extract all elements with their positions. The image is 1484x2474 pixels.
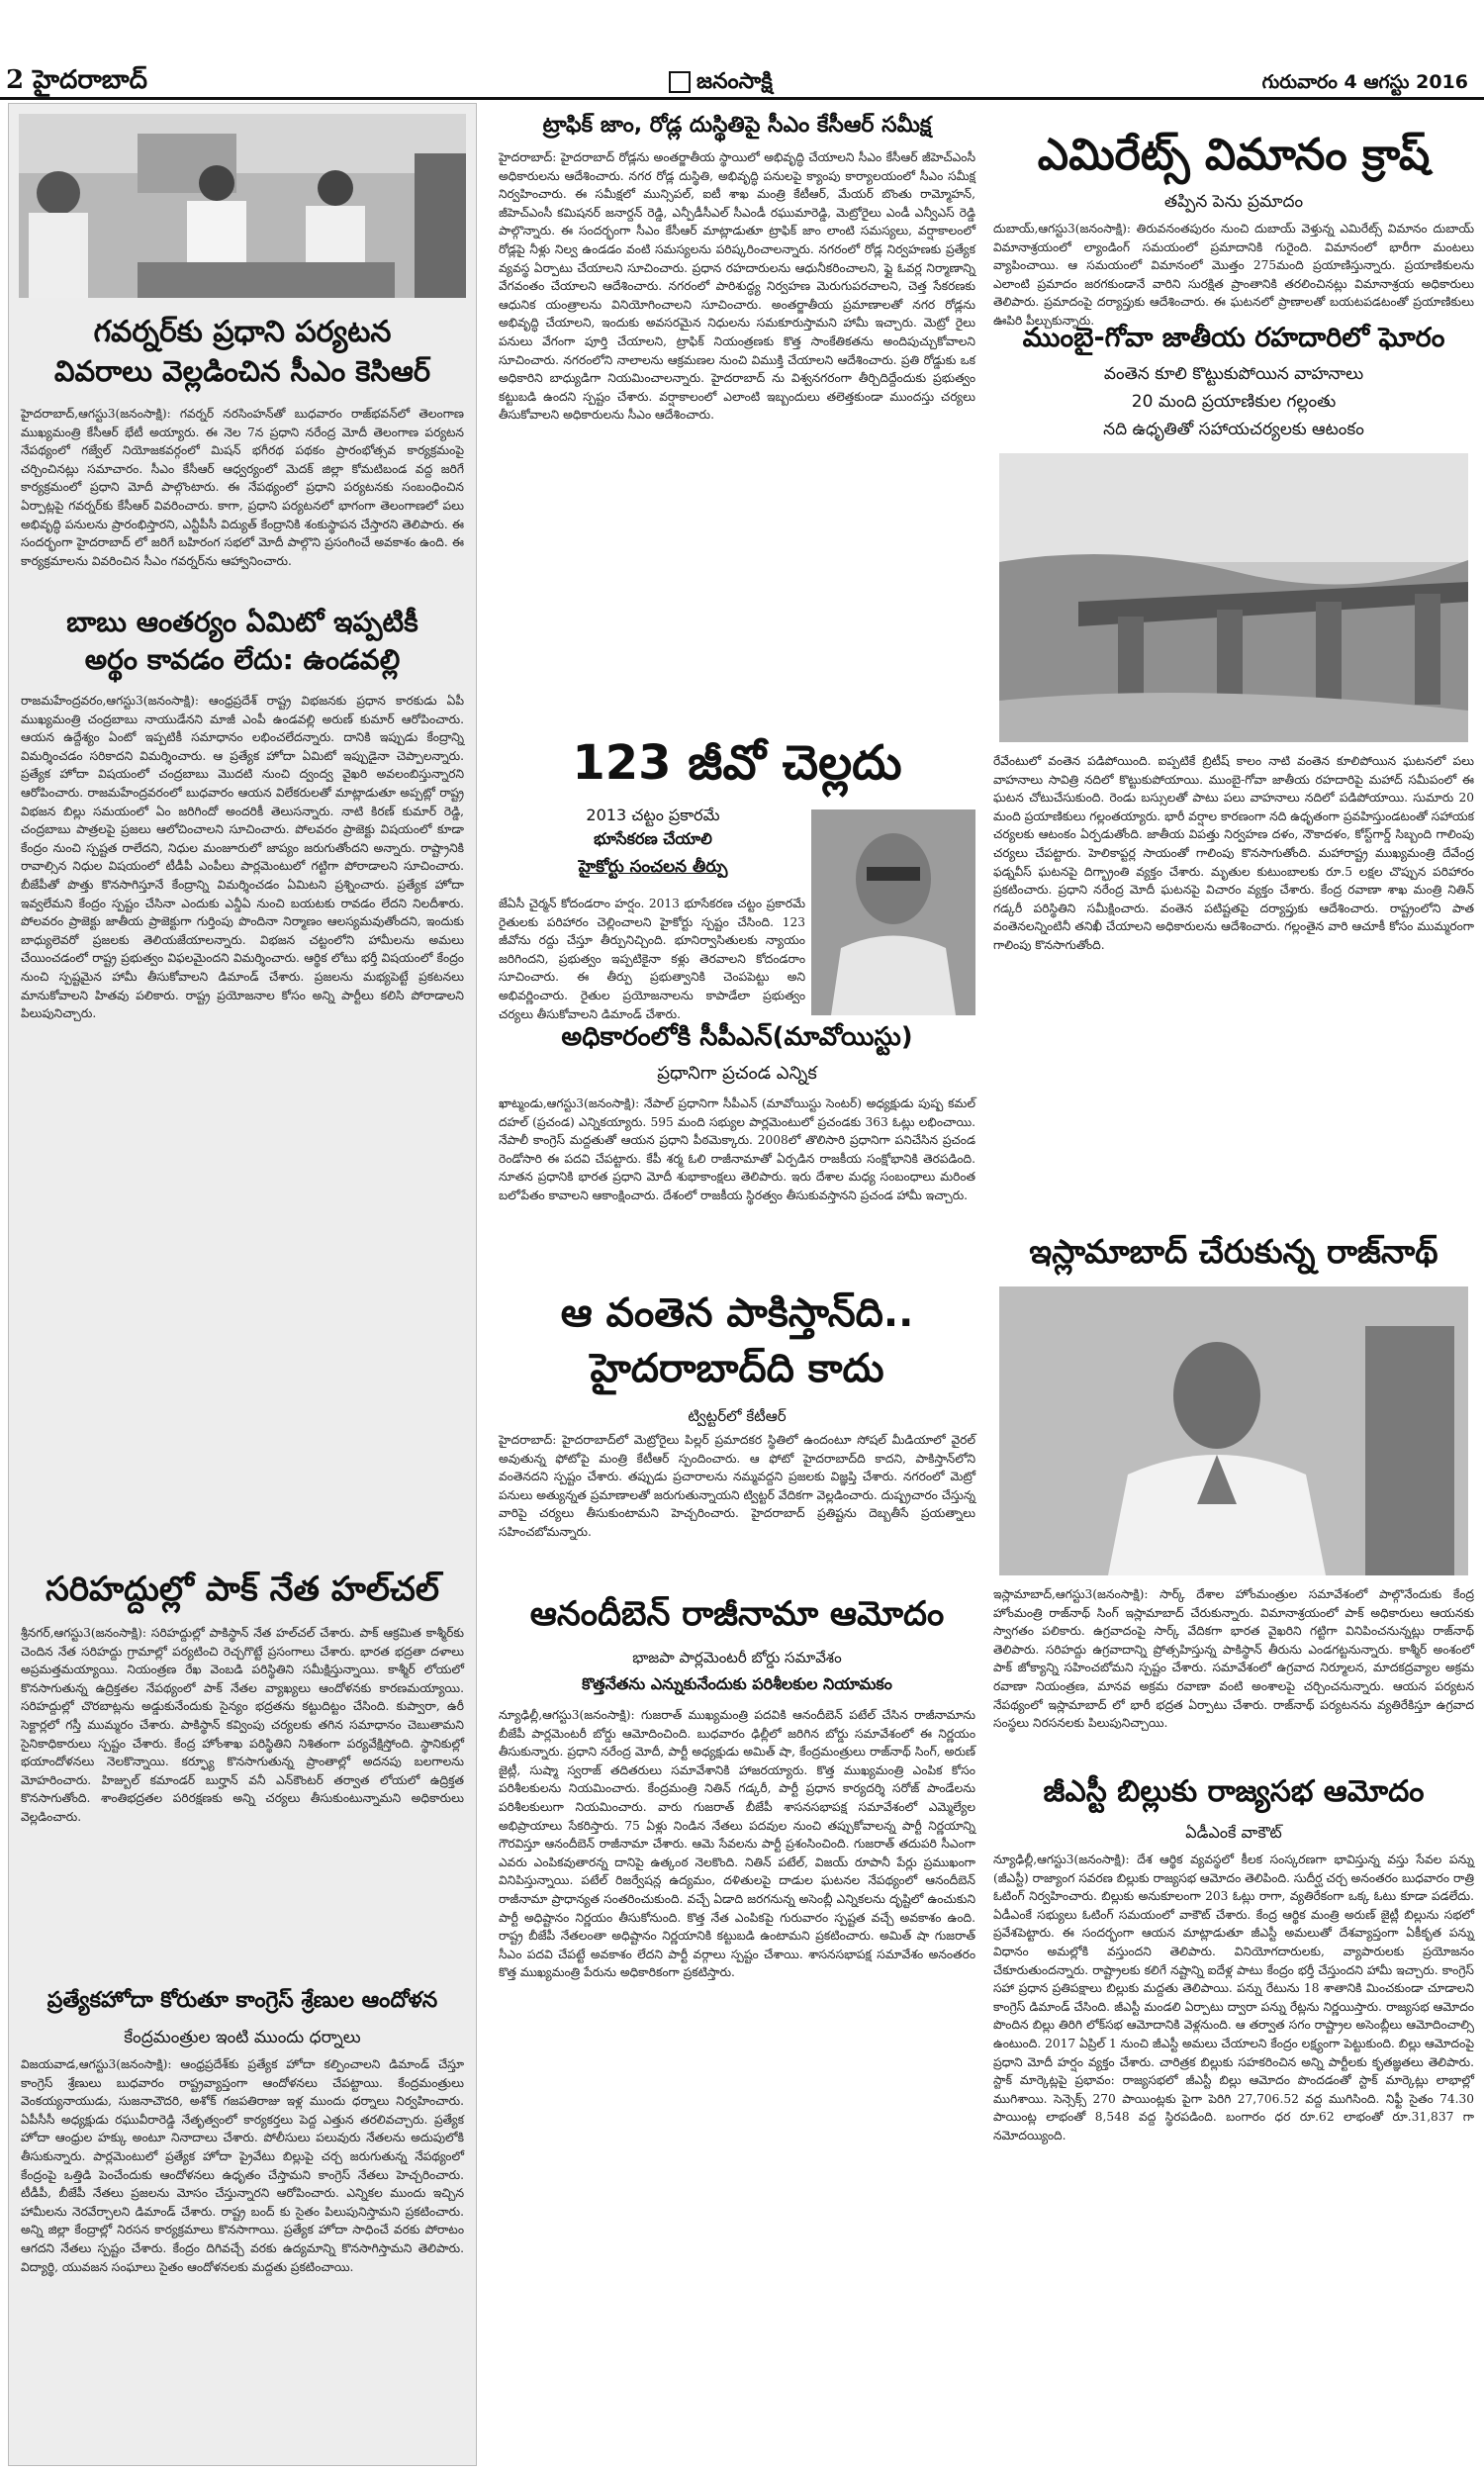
logo-icon <box>669 71 691 93</box>
kodandaram-photo <box>811 809 975 1015</box>
bridge-illustration <box>999 453 1468 742</box>
newspaper-logo <box>669 69 773 99</box>
col2-story5-body: న్యూఢిల్లీ,ఆగస్టు3(జనంసాక్షి): గుజరాత్ ముఖ్యమంత్రి పదవికి ఆనందీబెన్ పటేల్ చేసిన రాజీనామాను బీజేపీ పార్లమెంటరీ బోర్డు ఆమోదించింది. బుధవారం ఢిల్లీలో జరిగిన బోర్డు సమావేశంలో ఈ నిర్ణయం తీసుకున్నారు. ప్రధాని నరేంద్ర మోదీ, పార్టీ అధ్యక్షుడు అమిత్ షా, కేంద్రమంత్రులు రాజ్‌నాథ్ సింగ్, అరుణ్ జైట్లీ, సుష్మా స్వరాజ్ తదితరులు సమావేశానికి హాజరయ్యారు. కొత్త ముఖ్యమంత్రి ఎంపిక కోసం పరిశీలకులను నియమించారు. కేంద్రమంత్రి నితిన్ గడ్కరీ, పార్టీ ప్రధాన కార్యదర్శి సరోజ్ పాండేలను పరిశీలకులుగా నియమించారు. వారు గుజరాత్ బీజేపీ శాసనసభాపక్ష సమావేశంలో ఎమ్మెల్యేల అభిప్రాయాలు సేకరిస్తారు. 75 ఏళ్లు నిండిన నేతలు పదవుల నుంచి తప్పుకోవాలన్న పార్టీ నిర్ణయాన్ని గౌరవిస్తూ ఆనందీబెన్ రాజీనామా చేశారు. ఆమె సేవలను పార్టీ ప్రశంసించింది. గుజరాత్ తదుపరి సీఎంగా ఎవరు ఎంపికవుతారన్న దానిపై ఉత్కంఠ నెలకొంది. నితిన్ పటేల్, విజయ్ రూపానీ పేర్లు ప్రముఖంగా వినిపిస్తున్నాయి. పటేల్ రిజర్వేషన్ల ఉద్యమం, దళితులపై దాడుల ఘటనల నేపథ్యంలో ఆనందీబెన్ రాజీనామా ప్రాధాన్యత సంతరించుకుంది. వచ్చే ఏడాది జరగనున్న అసెంబ్లీ ఎన్నికలను దృష్టిలో ఉంచుకుని పార్టీ అధిష్టానం నిర్ణయం తీసుకోనుంది. కొత్త నేత ఎంపికపై గురువారం స్పష్టత వచ్చే అవకాశం ఉంది. రాష్ట్ర బీజేపీ నేతలంతా అధిష్టానం నిర్ణయానికి కట్టుబడి ఉంటామని ప్రకటించారు. అమిత్ షా గుజరాత్ సీఎం పదవి చేపట్టే అవకాశం లేదని పార్టీ వర్గాలు స్పష్టం చేశాయి. శాసనసభాపక్ష సమావేశం అనంతరం కొత్త ముఖ్యమంత్రి పేరును అధికారికంగా ప్రకటిస్తారు. <box>499 1708 979 1980</box>
col3-story1-body: దుబాయ్,ఆగస్టు3(జనంసాక్షి): తిరువనంతపురం నుంచి దుబాయ్ వెళ్తున్న ఎమిరేట్స్ విమానం దుబాయ్ విమానాశ్రయంలో ల్యాండింగ్ సమయంలో ప్రమాదానికి గురైంది. విమానంలో భారీగా మంటలు వ్యాపించాయి. ఆ సమయంలో విమానంలో మొత్తం 275మంది ప్రయాణిస్తున్నారు. ప్రయాణికులను ఎలాంటి ప్రమాదం జరగకుండానే వారిని సురక్షిత ప్రాంతానికి తరలించినట్లు విమానాశ్రయ అధికారులు తెలిపారు. ప్రమాదంపై దర్యాప్తుకు ఆదేశించారు. ఈ ఘటనలో ప్రాణాలతో బయటపడటంతో ప్రయాణికులు ఊపిరి పీల్చుకున్నారు. <box>993 222 1478 328</box>
photo-illustration <box>19 114 466 298</box>
story4-headline: ప్రత్యేకహోదా కోరుతూ కాంగ్రెస్ శ్రేణుల ఆందోళన <box>46 1988 438 2013</box>
col2-story3-subheadline: ప్రధానిగా ప్రచండ ఎన్నిక <box>657 1063 817 1084</box>
col2-story2-sub3: హైకోర్టు సంచలన తీర్పు <box>578 857 728 877</box>
col2-story4-body: హైదరాబాద్: హైదరాబాద్‌లో మెట్రోరైలు పిల్లర్ ప్రమాదకర స్థితిలో ఉందంటూ సోషల్ మీడియాలో వైరల్ అవుతున్న ఫోటోపై మంత్రి కేటీఆర్ స్పందించారు. ఆ ఫోటో హైదరాబాద్‌ది కాదని, పాకిస్తాన్‌లోని వంతెనదని స్పష్టం చేశారు. తప్పుడు ప్రచారాలను నమ్మవద్దని ప్రజలకు విజ్ఞప్తి చేశారు. నగరంలో మెట్రో పనులు అత్యున్నత ప్రమాణాలతో జరుగుతున్నాయని ట్విట్టర్ వేదికగా వెల్లడించారు. దుష్ప్రచారం చేస్తున్న వారిపై చర్యలు తీసుకుంటామని హెచ్చరించారు. హైదరాబాద్ ప్రతిష్టను దెబ్బతీసే ప్రయత్నాలు సహించబోమన్నారు. <box>499 1433 979 1539</box>
col3-story2-sub1: వంతెన కూలి కొట్టుకుపోయిన వాహనాలు <box>1103 364 1364 384</box>
logo-text: జనంసాక్షి <box>696 69 773 94</box>
dateline: గురువారం 4 ఆగస్టు 2016 <box>1261 71 1468 93</box>
col3-story2-sub2: 20 మంది ప్రయాణికుల గల్లంతు <box>1131 392 1337 412</box>
col3-story2-sub3: నది ఉధృతితో సహాయచర్యలకు ఆటంకం <box>1103 420 1364 439</box>
col2-story3-body: ఖాట్మండు,ఆగస్టు3(జనంసాక్షి): నేపాల్ ప్రధానిగా సీపీఎన్ (మావోయిస్టు సెంటర్) అధ్యక్షుడు పుష్ప కమల్ దహల్ (ప్రచండ) ఎన్నికయ్యారు. 595 మంది సభ్యుల పార్లమెంటులో ప్రచండకు 363 ఓట్లు లభించాయి. నేపాలీ కాంగ్రెస్ మద్దతుతో ఆయన ప్రధాని పీఠమెక్కారు. 2008లో తొలిసారి ప్రధానిగా పనిచేసిన ప్రచండ రెండోసారి ఈ పదవి చేపట్టారు. కేపీ శర్మ ఓలి రాజీనామాతో ఏర్పడిన రాజకీయ సంక్షోభానికి తెరపడింది. నూతన ప్రధానికి భారత ప్రధాని మోదీ శుభాకాంక్షలు తెలిపారు. ఇరు దేశాల మధ్య సంబంధాలు మరింత బలోపేతం కావాలని ఆకాంక్షించారు. దేశంలో రాజకీయ స్థిరత్వం తీసుకువస్తానని ప్రచండ హామీ ఇచ్చారు. <box>499 1096 979 1202</box>
col2-story4-subheadline: ట్విట్టర్‌లో కేటీఆర్ <box>688 1407 787 1425</box>
story4-body: విజయవాడ,ఆగస్టు3(జనంసాక్షి): ఆంధ్రప్రదేశ్‌కు ప్రత్యేక హోదా కల్పించాలని డిమాండ్ చేస్తూ కాంగ్రెస్ శ్రేణులు బుధవారం రాష్ట్రవ్యాప్తంగా ఆందోళనలు చేపట్టాయి. కేంద్రమంత్రులు వెంకయ్యనాయుడు, సుజనాచౌదరి, అశోక్ గజపతిరాజు ఇళ్ల ముందు ధర్నాలు నిర్వహించారు. ఏపీసీసీ అధ్యక్షుడు రఘువీరారెడ్డి నేతృత్వంలో కార్యకర్తలు పెద్ద ఎత్తున తరలివచ్చారు. ప్రత్యేక హోదా ఆంధ్రుల హక్కు అంటూ నినాదాలు చేశారు. పోలీసులు పలువురు నేతలను అదుపులోకి తీసుకున్నారు. పార్లమెంటులో ప్రత్యేక హోదా ప్రైవేటు బిల్లుపై చర్చ జరుగుతున్న నేపథ్యంలో కేంద్రంపై ఒత్తిడి పెంచేందుకు ఆందోళనలు ఉధృతం చేస్తామని కాంగ్రెస్ నేతలు హెచ్చరించారు. టీడీపీ, బీజేపీ నేతలు ప్రజలను మోసం చేస్తున్నారని ఆరోపించారు. ఎన్నికల ముందు ఇచ్చిన హామీలను నెరవేర్చాలని డిమాండ్ చేశారు. రాష్ట్ర బంద్ కు సైతం పిలుపునిస్తామని ప్రకటించారు. అన్ని జిల్లా కేంద్రాల్లో నిరసన కార్యక్రమాలు కొనసాగాయి. ప్రత్యేక హోదా సాధించే వరకు పోరాటం ఆగదని నేతలు స్పష్టం చేశారు. కేంద్రం దిగివచ్చే వరకు ఉద్యమాన్ని కొనసాగిస్తామని తెలిపారు. విద్యార్థి, యువజన సంఘాలు సైతం ఆందోళనలకు మద్దతు ప్రకటించాయి. <box>21 2057 468 2274</box>
col2-story5-headline: ఆనందీబెన్ రాజీనామా ఆమోదం <box>529 1594 945 1634</box>
col3-story1-headline: ఎమిరేట్స్ విమానం క్రాష్ <box>1037 130 1431 180</box>
col2-story2-sub2: భూసేకరణ చేయాలి <box>594 829 712 848</box>
col2-story1-headline: ట్రాఫిక్ జాం, రోడ్ల దుస్థితిపై సీఎం కేసీఆర్ సమీక్ష <box>542 113 932 138</box>
rajnath-photo <box>999 1286 1468 1575</box>
col2-story5-sub1: భాజపా పార్లమెంటరీ బోర్డు సమావేశం <box>632 1649 842 1666</box>
col3-story4-subheadline: ఏడీఎంకే వాకౌట్ <box>1185 1823 1282 1842</box>
right-column <box>989 103 1478 2466</box>
col2-story2-headline: 123 జీవో చెల్లదు <box>572 735 902 791</box>
left-column <box>8 103 477 2466</box>
story2-body: రాజమహేంద్రవరం,ఆగస్టు3(జనంసాక్షి): ఆంధ్రప్రదేశ్ రాష్ట్ర విభజనకు ప్రధాన కారకుడు ఏపీ ముఖ్యమంత్రి చంద్రబాబు నాయుడేనని మాజీ ఎంపీ ఉండవల్లి అరుణ్ కుమార్ ఆరోపించారు. ఆయన ఉద్దేశ్యం ఏంటో ఇప్పటికీ సమాధానం లభించలేదన్నారు. దానికి ఇప్పుడు కేంద్రాన్ని విమర్శించడం సరికాదని విమర్శించారు. ఆ ప్రత్యేక హోదా ఏమిటో ఇప్పుడైనా చెప్పాలన్నారు. ప్రత్యేక హోదా విషయంలో చంద్రబాబు మొదటి నుంచి ద్వంద్వ వైఖరి అవలంబిస్తున్నారని ఆరోపించారు. రాజమహేంద్రవరంలో బుధవారం ఆయన విలేకరులతో మాట్లాడుతూ అప్పట్లో రాష్ట్ర విభజన బిల్లు సమయంలో ఏం జరిగిందో అందరికీ తెలుసన్నారు. నాటి కిరణ్ కుమార్ రెడ్డి, చంద్రబాబు పాత్రలపై ప్రజలు ఆలోచించాలని సూచించారు. పోలవరం ప్రాజెక్టు విషయంలో కూడా కేంద్రం నుంచి స్పష్టత రాలేదని, నిధుల మంజూరులో జాప్యం జరుగుతోందని అన్నారు. రాష్ట్రానికి రావాల్సిన నిధుల విషయంలో టీడీపీ ఎంపీలు పార్లమెంటులో గట్టిగా పోరాడాలని సూచించారు. బీజేపీతో పొత్తు కొనసాగిస్తూనే కేంద్రాన్ని విమర్శించడం ఏమిటని ప్రశ్నించారు. ప్రత్యేక హోదా ఇవ్వలేమని కేంద్రం స్పష్టం చేసినా ఎందుకు ఎన్డీఏ నుంచి బయటకు రావడం లేదని నిలదీశారు. పోలవరం ప్రాజెక్టు జాతీయ ప్రాజెక్టుగా గుర్తింపు పొందినా నిర్మాణం ఆలస్యమవుతోందని, ఇందుకు బాధ్యులెవరో ప్రజలకు తెలియజేయాలన్నారు. విభజన చట్టంలోని హామీలను అమలు చేయించడంలో రాష్ట్ర ప్రభుత్వం విఫలమైందని విమర్శించారు. ఆర్థిక లోటు భర్తీ విషయంలో కేంద్రం నుంచి స్పష్టమైన హామీ తీసుకోవాలని డిమాండ్ చేశారు. ప్రజలను మభ్యపెట్టే ప్రకటనలు మానుకోవాలని హితవు పలికారు. రాష్ట్ర ప్రయోజనాల కోసం అన్ని పార్టీలు కలిసి పోరాడాలని పిలుపునిచ్చారు. <box>21 694 468 1021</box>
col3-story3-body: ఇస్లామాబాద్,ఆగస్టు3(జనంసాక్షి): సార్క్ దేశాల హోంమంత్రుల సమావేశంలో పాల్గొనేందుకు కేంద్ర హోంమంత్రి రాజ్‌నాథ్ సింగ్ ఇస్లామాబాద్ చేరుకున్నారు. విమానాశ్రయంలో పాక్ అధికారులు ఆయనకు స్వాగతం పలికారు. ఉగ్రవాదంపై సార్క్ వేదికగా భారత వైఖరిని గట్టిగా వినిపించనున్నట్లు రాజ్‌నాథ్ తెలిపారు. సరిహద్దు ఉగ్రవాదాన్ని ప్రోత్సహిస్తున్న పాకిస్థాన్ తీరును ఎండగట్టనున్నారు. కాశ్మీర్ అంశంలో పాక్ జోక్యాన్ని సహించబోమని స్పష్టం చేశారు. సమావేశంలో ఉగ్రవాద నిర్మూలన, మాదకద్రవ్యాల అక్రమ రవాణా నియంత్రణ, మానవ అక్రమ రవాణా వంటి అంశాలపై చర్చించనున్నారు. ఆయన పర్యటన నేపథ్యంలో ఇస్లామాబాద్ లో భారీ భద్రత ఏర్పాటు చేశారు. రాజ్‌నాథ్ పర్యటనను వ్యతిరేకిస్తూ ఉగ్రవాద సంస్థలు నిరసనలకు పిలుపునిచ్చాయి. <box>993 1587 1478 1731</box>
masthead-rule <box>0 97 1484 100</box>
col2-story2-sub1: 2013 చట్టం ప్రకారమే <box>586 806 720 824</box>
story4-subheadline: కేంద్రమంత్రుల ఇంటి ముందు ధర్నాలు <box>124 2028 361 2047</box>
story3-headline: సరిహద్దుల్లో పాక్ నేత హల్‌చల్ <box>46 1570 439 1609</box>
story3-body: శ్రీనగర్,ఆగస్టు3(జనంసాక్షి): సరిహద్దుల్లో పాకిస్థాన్ నేత హల్‌చల్ చేశారు. పాక్ ఆక్రమిత కాశ్మీర్‌కు చెందిన నేత సరిహద్దు గ్రామాల్లో పర్యటించి రెచ్చగొట్టే ప్రసంగాలు చేశారు. భారత భద్రతా దళాలు అప్రమత్తమయ్యాయి. నియంత్రణ రేఖ వెంబడి పరిస్థితిని సమీక్షిస్తున్నాయి. కాశ్మీర్ లోయలో కొనసాగుతున్న ఉద్రిక్తతల నేపథ్యంలో పాక్ నేతల వ్యాఖ్యలు ఆందోళనకు కారణమయ్యాయి. సరిహద్దుల్లో చొరబాట్లను అడ్డుకునేందుకు సైన్యం భద్రతను కట్టుదిట్టం చేసింది. కుప్వారా, ఉరీ సెక్టార్లలో గస్తీ ముమ్మరం చేశారు. పాకిస్థాన్ కవ్వింపు చర్యలకు తగిన సమాధానం చెబుతామని సైనికాధికారులు స్పష్టం చేశారు. కేంద్ర హోంశాఖ పరిస్థితిని నిశితంగా పర్యవేక్షిస్తోంది. స్థానికుల్లో భయాందోళనలు నెలకొన్నాయి. కర్ఫ్యూ కొనసాగుతున్న ప్రాంతాల్లో అదనపు బలగాలను మోహరించారు. హిజ్బుల్ కమాండర్ బుర్హాన్ వనీ ఎన్‌కౌంటర్ తర్వాత లోయలో ఉద్రిక్తత కొనసాగుతోంది. శాంతిభద్రతల పరిరక్షణకు అన్ని చర్యలు తీసుకుంటున్నామని అధికారులు వెల్లడించారు. <box>21 1626 468 1824</box>
col2-story5-sub2: కొత్తనేతను ఎన్నుకునేందుకు పరిశీలకుల నియామకం <box>582 1674 892 1693</box>
governor-meeting-photo <box>19 114 466 298</box>
col3-story2-body: రేవేంటులో వంతెన పడిపోయింది. ఐప్పటికే బ్రిటీష్ కాలం నాటి వంతెన కూలిపోయిన ఘటనలో పలు వాహనాలు సావిత్రి నదిలో కొట్టుకుపోయాయి. ముంబై-గోవా జాతీయ రహదారిపై మహాద్ సమీపంలో ఈ ఘటన చోటుచేసుకుంది. రెండు బస్సులతో పాటు పలు వాహనాలు నదిలో పడిపోయాయి. సుమారు 20 మంది ప్రయాణికులు గల్లంతయ్యారు. భారీ వర్షాల కారణంగా నది ఉధృతంగా ప్రవహిస్తుండటంతో సహాయక చర్యలకు ఆటంకం ఏర్పడుతోంది. జాతీయ విపత్తు నిర్వహణ దళం, నౌకాదళం, కోస్ట్‌గార్డ్ సిబ్బంది గాలింపు చర్యలు చేపట్టారు. హెలికాప్టర్ల సాయంతో గాలింపు కొనసాగుతోంది. మహారాష్ట్ర ముఖ్యమంత్రి దేవేంద్ర ఫడ్నవీస్ ఘటనపై దిగ్భ్రాంతి వ్యక్తం చేశారు. మృతుల కుటుంబాలకు రూ.5 లక్షల చొప్పున పరిహారం ప్రకటించారు. ప్రధాని నరేంద్ర మోదీ ఘటనపై విచారం వ్యక్తం చేశారు. కేంద్ర రవాణా శాఖ మంత్రి నితిన్ గడ్కరీ పరిస్థితిని సమీక్షించారు. వంతెన పటిష్టతపై దర్యాప్తుకు ఆదేశించారు. రాష్ట్రంలోని పాత వంతెనలన్నింటినీ తనిఖీ చేయాలని అధికారులను ఆదేశించారు. గల్లంతైన వారి ఆచూకీ కోసం ముమ్మరంగా గాలింపు కొనసాగుతోంది. <box>993 754 1478 952</box>
story2-headline-line2: అర్థం కావడం లేదు: ఉండవల్లి <box>84 643 401 676</box>
story1-headline-line1: గవర్నర్‌కు ప్రధాని పర్యటన <box>93 315 392 349</box>
col2-story1-body: హైదరాబాద్: హైదరాబాద్ రోడ్లను అంతర్జాతీయ స్థాయిలో అభివృద్ధి చేయాలని సీఎం కేసీఆర్ జీహెచ్ఎంసీ అధికారులను ఆదేశించారు. నగర రోడ్ల దుస్థితి, అభివృద్ధి పనులపై క్యాంపు కార్యాలయంలో సీఎం సమీక్ష నిర్వహించారు. ఈ సమీక్షలో మున్సిపల్, ఐటీ శాఖ మంత్రి కేటీఆర్, మేయర్ బొంతు రామ్మోహన్, జీహెచ్ఎంసీ కమిషనర్ జనార్దన్ రెడ్డి, ఎన్పీడీసీఎల్ సీఎండీ రఘుమారెడ్డి, మెట్రోరైలు ఎండీ ఎన్వీఎస్ రెడ్డి పాల్గొన్నారు. ఈ సందర్భంగా సీఎం కేసీఆర్ మాట్లాడుతూ ట్రాఫిక్ జాం లాంటి సమస్యలు, వర్షాకాలంలో రోడ్లపై నీళ్లు నిల్వ ఉండడం వంటి సమస్యలను పరిష్కరించాలన్నారు. నగరంలో రోడ్ల నిర్వహణకు ప్రత్యేక వ్యవస్థ ఏర్పాటు చేయాలని సూచించారు. ప్రధాన రహదారులను ఆధునీకరించాలని, ఫ్లై ఓవర్ల నిర్మాణాన్ని వేగవంతం చేయాలని ఆదేశించారు. నగరంలో పారిశుద్ధ్య నిర్వహణ మెరుగుపరచాలని, చెత్త సేకరణకు ఆధునిక యంత్రాలను వినియోగించాలని సూచించారు. అంతర్జాతీయ ప్రమాణాలతో నగర రోడ్లను అభివృద్ధి చేయాలని, ఇందుకు అవసరమైన నిధులను సమకూరుస్తామని హామీ ఇచ్చారు. మెట్రో రైలు పనులు వేగంగా పూర్తి చేయాలని, ట్రాఫిక్ నియంత్రణకు కొత్త సాంకేతికతను అందిపుచ్చుకోవాలని సూచించారు. నగరంలోని నాలాలను ఆక్రమణల నుంచి విముక్తి చేయాలని ఆదేశించారు. ప్రతి రోడ్డుకు ఒక అధికారిని బాధ్యుడిగా నియమించాలన్నారు. హైదరాబాద్ ను విశ్వనగరంగా తీర్చిదిద్దేందుకు ప్రభుత్వం కట్టుబడి ఉందని స్పష్టం చేశారు. వర్షాకాలంలో ఎలాంటి ఇబ్బందులు తలెత్తకుండా ముందస్తు చర్యలు తీసుకోవాలని అధికారులను సీఎం ఆదేశించారు. <box>499 150 979 423</box>
middle-column <box>495 103 979 2466</box>
col2-story4-headline-line2: హైదరాబాద్‌ది కాదు <box>590 1346 884 1391</box>
story1-body: హైదరాబాద్,ఆగస్టు3(జనంసాక్షి): గవర్నర్ నరసింహన్‌తో బుధవారం రాజ్‌భవన్‌లో తెలంగాణ ముఖ్యమంత్రి కేసీఆర్ భేటీ అయ్యారు. ఈ నెల 7న ప్రధాని నరేంద్ర మోదీ తెలంగాణ పర్యటన నేపథ్యంలో గజ్వేల్ నియోజకవర్గంలో మిషన్ భగీరథ పథకం ప్రారంభోత్సవ కార్యక్రమంపై చర్చించినట్లు సమాచారం. సీఎం కేసీఆర్ ఆధ్వర్యంలో మెదక్ జిల్లా కోమటిబండ వద్ద జరిగే కార్యక్రమంలో ప్రధాని మోదీ పాల్గొంటారు. ఈ నేపథ్యంలో ప్రధాని పర్యటనకు సంబంధించిన ఏర్పాట్లపై గవర్నర్‌కు కేసీఆర్ వివరించారు. కాగా, ప్రధాని పర్యటనలో భాగంగా తెలంగాణలో పలు అభివృద్ధి పనులను ప్రారంభిస్తారని, ఎన్టీపీసీ విద్యుత్ కేంద్రానికి శంకుస్థాపన చేస్తారని తెలిపారు. ఈ సందర్భంగా హైదరాబాద్ లో జరిగే బహిరంగ సభలో మోదీ పాల్గొని ప్రసంగించే అవకాశం ఉంది. ఈ కార్యక్రమాలను వివరించిన సీఎం గవర్నర్‌ను ఆహ్వానించారు. <box>21 407 468 568</box>
collapsed-bridge-photo <box>999 453 1468 742</box>
col2-story3-headline: అధికారంలోకి సీపీఎన్(మావోయిస్టు) <box>561 1022 913 1052</box>
col3-story4-body: న్యూఢిల్లీ,ఆగస్టు3(జనంసాక్షి): దేశ ఆర్థిక వ్యవస్థలో కీలక సంస్కరణగా భావిస్తున్న వస్తు సేవల పన్ను (జీఎస్టీ) రాజ్యాంగ సవరణ బిల్లుకు రాజ్యసభ ఆమోదం తెలిపింది. సుదీర్ఘ చర్చ అనంతరం బుధవారం రాత్రి ఓటింగ్ నిర్వహించారు. బిల్లుకు అనుకూలంగా 203 ఓట్లు రాగా, వ్యతిరేకంగా ఒక్క ఓటు కూడా పడలేదు. ఏడీఎంకే సభ్యులు ఓటింగ్ సమయంలో వాకౌట్ చేశారు. కేంద్ర ఆర్థిక మంత్రి అరుణ్ జైట్లీ బిల్లును సభలో ప్రవేశపెట్టారు. ఈ సందర్భంగా ఆయన మాట్లాడుతూ జీఎస్టీ అమలుతో దేశవ్యాప్తంగా ఏకీకృత పన్ను విధానం అమల్లోకి వస్తుందని తెలిపారు. వినియోగదారులకు, వ్యాపారులకు ప్రయోజనం చేకూరుతుందన్నారు. రాష్ట్రాలకు కలిగే నష్టాన్ని ఐదేళ్ల పాటు కేంద్రం భర్తీ చేస్తుందని హామీ ఇచ్చారు. కాంగ్రెస్ సహా ప్రధాన ప్రతిపక్షాలు బిల్లుకు మద్దతు తెలిపాయి. పన్ను రేటును 18 శాతానికి మించకుండా చూడాలని కాంగ్రెస్ డిమాండ్ చేసింది. జీఎస్టీ మండలి ఏర్పాటు ద్వారా పన్ను రేట్లను నిర్ణయిస్తారు. రాజ్యసభ ఆమోదం పొందిన బిల్లు తిరిగి లోక్‌సభ ఆమోదానికి వెళ్లనుంది. ఆ తర్వాత సగం రాష్ట్రాల అసెంబ్లీలు ఆమోదించాల్సి ఉంటుంది. 2017 ఏప్రిల్ 1 నుంచి జీఎస్టీ అమలు చేయాలని కేంద్రం లక్ష్యంగా పెట్టుకుంది. బిల్లు ఆమోదంపై ప్రధాని మోదీ హర్షం వ్యక్తం చేశారు. చారిత్రక బిల్లుకు సహకరించిన అన్ని పార్టీలకు కృతజ్ఞతలు తెలిపారు. స్టాక్ మార్కెట్లపై ప్రభావం: రాజ్యసభలో జీఎస్టీ బిల్లు ఆమోదం పొందడంతో స్టాక్ మార్కెట్లు లాభాల్లో ముగిశాయి. సెన్సెక్స్ 270 పాయింట్లకు పైగా పెరిగి 27,706.52 వద్ద ముగిసింది. నిఫ్టీ సైతం 74.30 పాయింట్ల లాభంతో 8,548 వద్ద స్థిరపడింది. బంగారం ధర రూ.62 లాభంతో రూ.31,837 గా నమోదయ్యింది. <box>993 1853 1478 2142</box>
col3-story2-headline: ముంబై-గోవా జాతీయ రహదారిలో ఘోరం <box>1022 323 1445 353</box>
masthead <box>0 0 1484 95</box>
col2-story4-headline-line1: ఆ వంతెన పాకిస్తాన్‌ది.. <box>560 1290 914 1336</box>
col3-story1-subheadline: తప్పిన పెను ప్రమాదం <box>1163 192 1304 212</box>
col2-story2-body: జేఏసీ చైర్మన్ కోదండరాం హర్షం. 2013 భూసేకరణ చట్టం ప్రకారమే రైతులకు పరిహారం చెల్లించాలని హైకోర్టు స్పష్టం చేసింది. 123 జీవోను రద్దు చేస్తూ తీర్పునిచ్చింది. భూనిర్వాసితులకు న్యాయం జరిగిందని, ప్రభుత్వం ఇప్పటికైనా కళ్లు తెరవాలని కోదండరాం సూచించారు. ఈ తీర్పు ప్రభుత్వానికి చెంపపెట్టు అని అభివర్ణించారు. రైతుల ప్రయోజనాలను కాపాడేలా ప్రభుత్వం చర్యలు తీసుకోవాలని డిమాండ్ చేశారు. <box>499 897 809 1021</box>
story1-headline-line2: వివరాలు వెల్లడించిన సీఎం కెసిఆర్ <box>53 354 431 388</box>
story2-headline-line1: బాబు ఆంతర్యం ఏమిటో ఇప్పటికీ <box>66 606 418 638</box>
col3-story4-headline: జీఎస్టీ బిల్లుకు రాజ్యసభ ఆమోదం <box>1043 1774 1425 1809</box>
rajnath-illustration <box>999 1286 1468 1575</box>
col3-story3-headline: ఇస్లామాబాద్ చేరుకున్న రాజ్‌నాథ్ <box>1029 1232 1438 1271</box>
portrait-illustration <box>811 809 975 1015</box>
page-label: 2 హైదరాబాద్ <box>6 65 147 95</box>
